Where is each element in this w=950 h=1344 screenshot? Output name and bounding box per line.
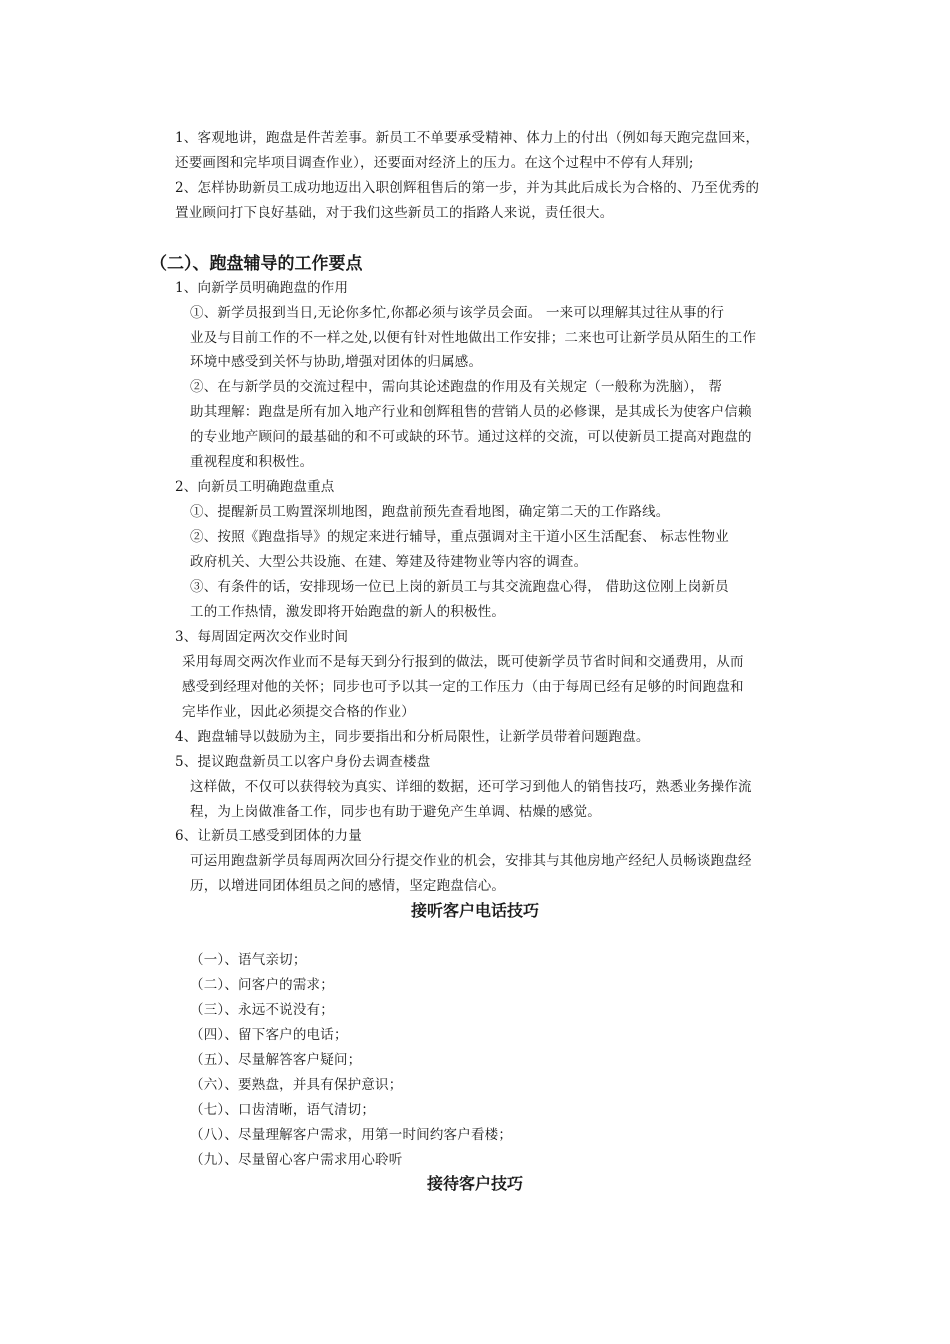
text-line: ①、新学员报到当日,无论你多忙,你都必须与该学员会面。 一来可以理解其过往从事的行 — [190, 305, 725, 321]
text-line: 置业顾问打下良好基础，对于我们这些新员工的指路人来说，责任很大。 — [175, 205, 614, 221]
text-line: ②、按照《跑盘指导》的规定来进行辅导，重点强调对主干道小区生活配套、 标志性物业 — [190, 529, 729, 545]
text-line: 环境中感受到关怀与协助,增强对团体的归属感。 — [190, 354, 483, 370]
text-line: 历，以增进同团体组员之间的感情，坚定跑盘信心。 — [190, 878, 506, 894]
list-item-heading: 1、向新学员明确跑盘的作用 — [175, 280, 349, 296]
list-item-heading: 3、每周固定两次交作业时间 — [175, 629, 349, 645]
phone-skills-title: 接听客户电话技巧 — [410, 901, 539, 920]
text-line: ①、提醒新员工购置深圳地图，跑盘前预先查看地图，确定第二天的工作路线。 — [190, 504, 670, 520]
list-item: （二）、问客户的需求； — [190, 977, 334, 993]
text-line: ③、有条件的话，安排现场一位已上岗的新员工与其交流跑盘心得， 借助这位刚上岗新员 — [190, 579, 729, 595]
text-line: 1、客观地讲，跑盘是件苦差事。新员工不单要承受精神、体力上的付出（例如每天跑完盘回来， — [175, 130, 760, 146]
list-item: （九）、尽量留心客户需求用心聆听 — [190, 1152, 403, 1168]
text-line: 还要画图和完毕项目调查作业），还要面对经济上的压力。在这个过程中不停有人拜别; — [175, 155, 694, 171]
text-line: 政府机关、大型公共设施、在建、筹建及待建物业等内容的调查。 — [190, 554, 588, 570]
text-line: 程，为上岗做准备工作，同步也有助于避免产生单调、枯燥的感觉。 — [190, 804, 601, 820]
list-item: （一）、语气亲切； — [190, 952, 307, 968]
text-line: 助其理解：跑盘是所有加入地产行业和创辉租售的营销人员的必修课，是其成长为使客户信赖 — [190, 404, 752, 420]
list-item: （四）、留下客户的电话； — [190, 1027, 348, 1043]
text-line: 感受到经理对他的关怀；同步也可予以其一定的工作压力（由于每周已经有足够的时间跑盘和 — [182, 679, 744, 695]
text-line: 业及与目前工作的不一样之处,以便有针对性地做出工作安排；二来也可让新学员从陌生的工作 — [190, 330, 757, 346]
list-item: （六）、要熟盘，并具有保护意识； — [190, 1077, 403, 1093]
text-line: 2、怎样协助新员工成功地迈出入职创辉租售后的第一步，并为其此后成长为合格的、乃至优秀的 — [175, 180, 760, 196]
list-item: （七）、口齿清晰，语气清切； — [190, 1102, 376, 1118]
text-line: ②、在与新学员的交流过程中，需向其论述跑盘的作用及有关规定（一般称为洗脑）， 帮 — [190, 379, 723, 395]
list-item-heading: 6、让新员工感受到团体的力量 — [175, 828, 362, 844]
list-item-heading: 4、跑盘辅导以鼓励为主，同步要指出和分析局限性，让新学员带着问题跑盘。 — [175, 729, 650, 745]
list-item: （三）、永远不说没有； — [190, 1002, 334, 1018]
text-line: 重视程度和积极性。 — [190, 454, 314, 470]
text-line: 工的工作热情，激发即将开始跑盘的新人的积极性。 — [190, 604, 506, 620]
list-item: （八）、尽量理解客户需求，用第一时间约客户看楼； — [190, 1127, 513, 1143]
text-line: 的专业地产顾问的最基础的和不可或缺的环节。通过这样的交流，可以使新员工提高对跑盘的 — [190, 429, 752, 445]
list-item-heading: 2、向新员工明确跑盘重点 — [175, 479, 335, 495]
list-item-heading: 5、提议跑盘新员工以客户身份去调查楼盘 — [175, 754, 431, 770]
text-line: 采用每周交两次作业而不是每天到分行报到的做法，既可使新学员节省时间和交通费用，从而 — [182, 654, 744, 670]
text-line: 这样做，不仅可以获得较为真实、详细的数据，还可学习到他人的销售技巧，熟悉业务操作流 — [190, 779, 752, 795]
list-item: （五）、尽量解答客户疑问； — [190, 1052, 362, 1068]
reception-skills-title: 接待客户技巧 — [426, 1174, 523, 1193]
section-heading: （二）、跑盘辅导的工作要点 — [150, 254, 363, 274]
text-line: 可运用跑盘新学员每周两次回分行提交作业的机会，安排其与其他房地产经纪人员畅谈跑盘经 — [190, 853, 752, 869]
text-line: 完毕作业，因此必须提交合格的作业） — [182, 704, 415, 720]
